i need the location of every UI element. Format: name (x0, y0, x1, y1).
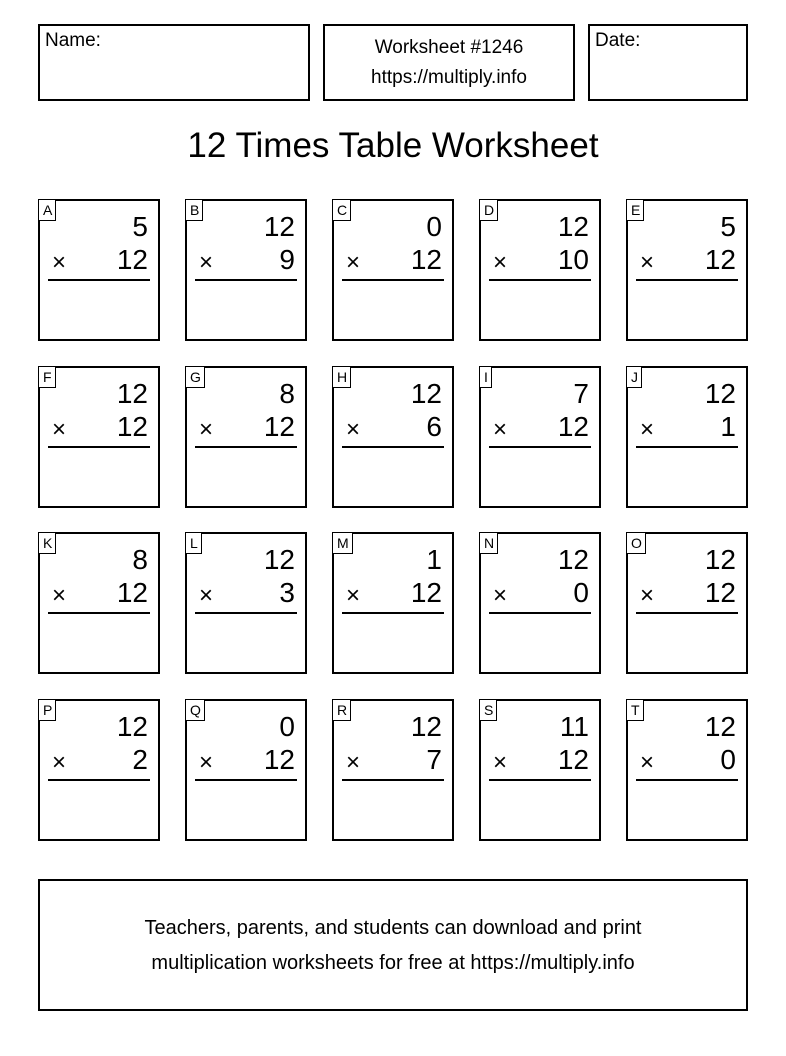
problem-letter: G (185, 366, 205, 388)
answer-line (48, 779, 150, 781)
worksheet-info-box (323, 24, 575, 101)
answer-line (489, 279, 591, 281)
problem-top-number: 5 (720, 211, 736, 242)
multiply-sign: × (346, 416, 361, 443)
answer-line (342, 279, 444, 281)
answer-line (48, 612, 150, 614)
problem-top-number: 12 (116, 711, 148, 742)
problem-top-number: 12 (704, 711, 736, 742)
footer-line-2: multiplication worksheets for free at https://multiply.info (151, 952, 635, 974)
answer-line (342, 612, 444, 614)
problem-card (479, 366, 601, 508)
problem-letter: C (332, 199, 351, 221)
name-label: Name: (45, 30, 101, 51)
answer-line (195, 779, 297, 781)
answer-line (636, 779, 738, 781)
answer-line (195, 612, 297, 614)
problem-top-number: 12 (410, 711, 442, 742)
problem-letter: S (479, 699, 497, 721)
problem-top-number: 1 (426, 544, 442, 575)
problem-letter: N (479, 532, 498, 554)
multiply-sign: × (199, 416, 214, 443)
problem-letter: D (479, 199, 498, 221)
page-title: 12 Times Table Worksheet (187, 126, 599, 165)
problem-bottom-number: 2 (132, 744, 148, 775)
problem-letter: I (479, 366, 492, 388)
answer-line (489, 612, 591, 614)
date-field[interactable] (588, 24, 748, 101)
problem-bottom-number: 12 (410, 244, 442, 275)
problem-card (38, 699, 160, 841)
problem-card (185, 366, 307, 508)
answer-line (195, 446, 297, 448)
problem-letter: R (332, 699, 351, 721)
problem-bottom-number: 12 (410, 577, 442, 608)
problem-letter: Q (185, 699, 205, 721)
problem-letter: A (38, 199, 56, 221)
problem-bottom-number: 12 (557, 744, 589, 775)
multiply-sign: × (199, 249, 214, 276)
problem-letter: T (626, 699, 644, 721)
problem-letter: E (626, 199, 644, 221)
problem-bottom-number: 12 (116, 244, 148, 275)
problem-top-number: 12 (704, 544, 736, 575)
multiply-sign: × (640, 249, 655, 276)
problem-bottom-number: 12 (704, 577, 736, 608)
problem-card (332, 366, 454, 508)
problem-card (332, 699, 454, 841)
answer-line (636, 279, 738, 281)
problem-top-number: 12 (263, 211, 295, 242)
multiply-sign: × (640, 416, 655, 443)
problem-bottom-number: 3 (279, 577, 295, 608)
multiply-sign: × (199, 749, 214, 776)
answer-line (195, 279, 297, 281)
problem-bottom-number: 12 (116, 411, 148, 442)
answer-line (48, 446, 150, 448)
problem-top-number: 0 (279, 711, 295, 742)
problem-top-number: 12 (557, 211, 589, 242)
answer-line (342, 779, 444, 781)
problem-letter: B (185, 199, 203, 221)
footer-box (38, 879, 748, 1011)
answer-line (342, 446, 444, 448)
problem-bottom-number: 6 (426, 411, 442, 442)
problem-bottom-number: 12 (116, 577, 148, 608)
multiply-sign: × (52, 582, 67, 609)
problem-card (38, 532, 160, 674)
problem-card (185, 532, 307, 674)
problem-letter: M (332, 532, 353, 554)
multiply-sign: × (52, 249, 67, 276)
multiply-sign: × (493, 416, 508, 443)
problem-bottom-number: 0 (720, 744, 736, 775)
multiply-sign: × (346, 249, 361, 276)
multiply-sign: × (640, 749, 655, 776)
problem-card (479, 199, 601, 341)
footer-line-1: Teachers, parents, and students can download and print (144, 917, 642, 939)
problem-bottom-number: 9 (279, 244, 295, 275)
problem-bottom-number: 12 (263, 411, 295, 442)
answer-line (636, 446, 738, 448)
problem-letter: F (38, 366, 56, 388)
answer-line (48, 279, 150, 281)
problem-top-number: 12 (557, 544, 589, 575)
problem-card (626, 699, 748, 841)
answer-line (489, 446, 591, 448)
multiply-sign: × (640, 582, 655, 609)
problem-top-number: 11 (559, 711, 589, 742)
problem-card (479, 699, 601, 841)
problem-top-number: 5 (132, 211, 148, 242)
problem-bottom-number: 12 (263, 744, 295, 775)
problem-top-number: 7 (573, 378, 589, 409)
problem-card (38, 199, 160, 341)
problem-top-number: 12 (263, 544, 295, 575)
multiply-sign: × (493, 249, 508, 276)
answer-line (636, 612, 738, 614)
problem-card (479, 532, 601, 674)
problem-letter: P (38, 699, 56, 721)
problem-bottom-number: 10 (557, 244, 589, 275)
multiply-sign: × (493, 582, 508, 609)
problem-letter: H (332, 366, 351, 388)
problem-letter: O (626, 532, 646, 554)
worksheet-number: Worksheet #1246 (374, 37, 524, 58)
multiply-sign: × (346, 582, 361, 609)
multiply-sign: × (52, 416, 67, 443)
problem-card (185, 199, 307, 341)
answer-line (489, 779, 591, 781)
multiply-sign: × (199, 582, 214, 609)
problem-card (38, 366, 160, 508)
problem-bottom-number: 12 (704, 244, 736, 275)
problem-top-number: 12 (410, 378, 442, 409)
name-field[interactable] (38, 24, 310, 101)
problem-top-number: 12 (704, 378, 736, 409)
problem-top-number: 8 (279, 378, 295, 409)
problem-bottom-number: 0 (573, 577, 589, 608)
problem-card (332, 199, 454, 341)
problem-bottom-number: 7 (426, 744, 442, 775)
worksheet-url: https://multiply.info (371, 67, 527, 88)
problem-top-number: 8 (132, 544, 148, 575)
problem-top-number: 12 (116, 378, 148, 409)
problem-letter: J (626, 366, 642, 388)
multiply-sign: × (493, 749, 508, 776)
date-label: Date: (595, 30, 641, 51)
problem-top-number: 0 (426, 211, 442, 242)
problem-bottom-number: 1 (720, 411, 736, 442)
multiply-sign: × (346, 749, 361, 776)
problem-card (332, 532, 454, 674)
problem-card (626, 366, 748, 508)
multiply-sign: × (52, 749, 67, 776)
problem-letter: L (185, 532, 202, 554)
problem-card (626, 199, 748, 341)
problem-card (185, 699, 307, 841)
problem-bottom-number: 12 (557, 411, 589, 442)
problem-letter: K (38, 532, 56, 554)
problem-card (626, 532, 748, 674)
